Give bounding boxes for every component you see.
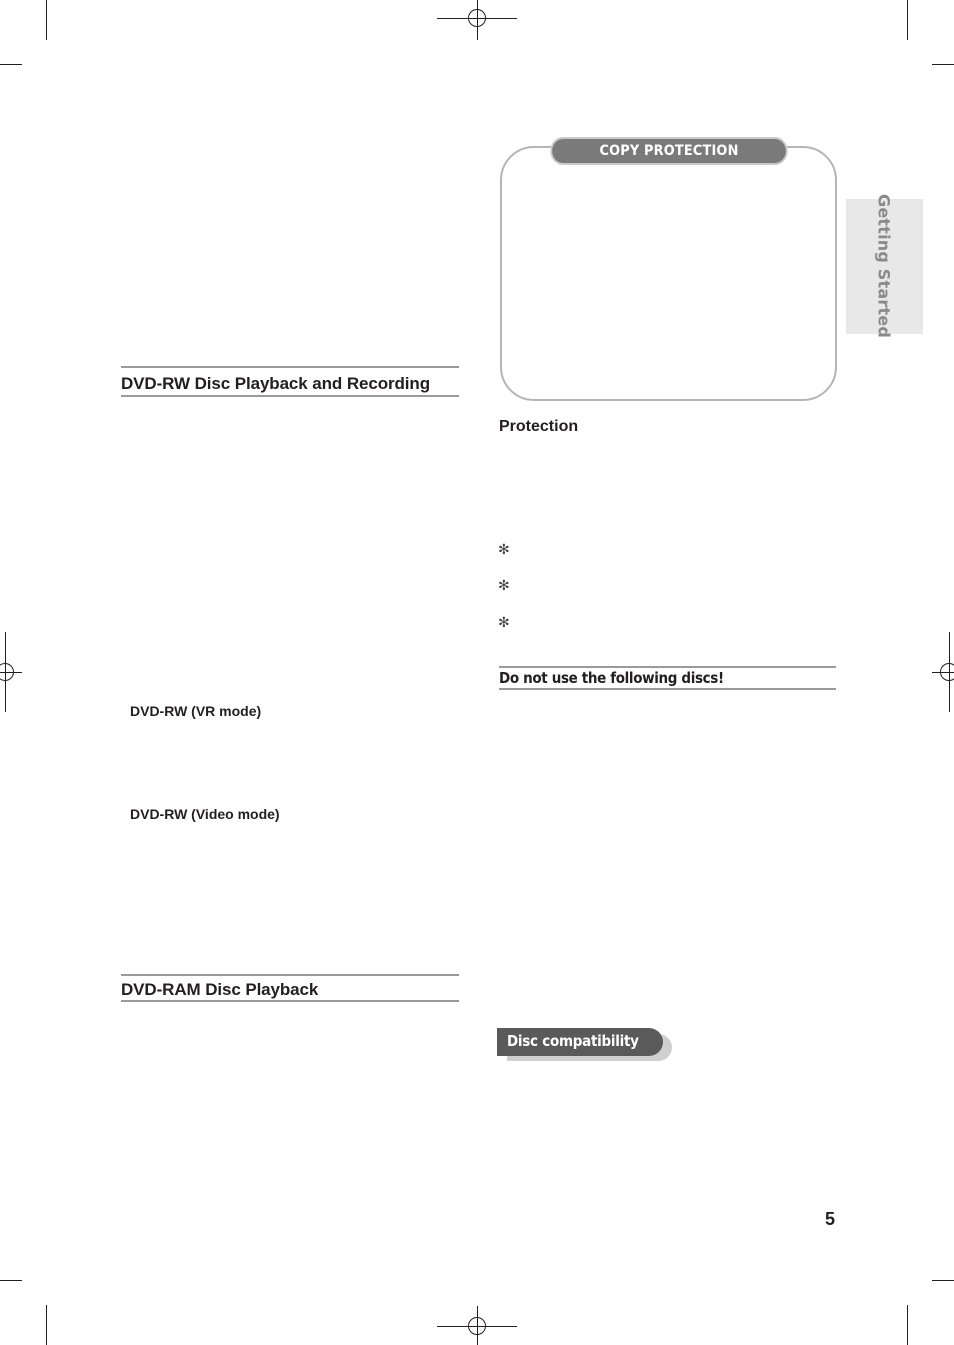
page-number: 5: [825, 1209, 836, 1229]
crop-mark: [46, 0, 47, 40]
crop-mark: [0, 1280, 22, 1281]
registration-circle: [468, 9, 486, 27]
crop-mark: [907, 1305, 908, 1345]
asterisk-bullet: ✻: [498, 615, 510, 631]
do-not-use-heading: [499, 666, 836, 690]
crop-mark: [932, 64, 954, 65]
dvd-rw-heading-text: DVD-RW Disc Playback and Recording: [121, 374, 430, 393]
copy-protection-box: [500, 146, 837, 401]
crop-mark: [46, 1305, 47, 1345]
asterisk-bullet: ✻: [498, 578, 510, 594]
registration-circle: [0, 663, 14, 681]
vr-mode-label: DVD-RW (VR mode): [130, 703, 262, 719]
crop-mark: [907, 0, 908, 40]
video-mode-label: DVD-RW (Video mode): [130, 806, 280, 822]
side-tab-label: Getting Started: [874, 194, 894, 338]
do-not-use-heading-text: Do not use the following discs!: [499, 669, 724, 687]
crop-mark: [0, 64, 22, 65]
dvd-rw-section-heading: [121, 366, 459, 397]
registration-circle: [468, 1317, 486, 1335]
disc-compat-label: Disc compatibility: [507, 1032, 639, 1050]
protection-label: Protection: [499, 418, 579, 435]
disc-compat-pill: [497, 1028, 663, 1056]
dvd-ram-section-heading: [121, 974, 459, 1002]
registration-circle: [940, 663, 954, 681]
asterisk-bullet: ✻: [498, 542, 510, 558]
dvd-ram-heading-text: DVD-RAM Disc Playback: [121, 980, 319, 999]
copy-protection-tab: COPY PROTECTION: [550, 137, 787, 165]
crop-mark: [932, 1280, 954, 1281]
